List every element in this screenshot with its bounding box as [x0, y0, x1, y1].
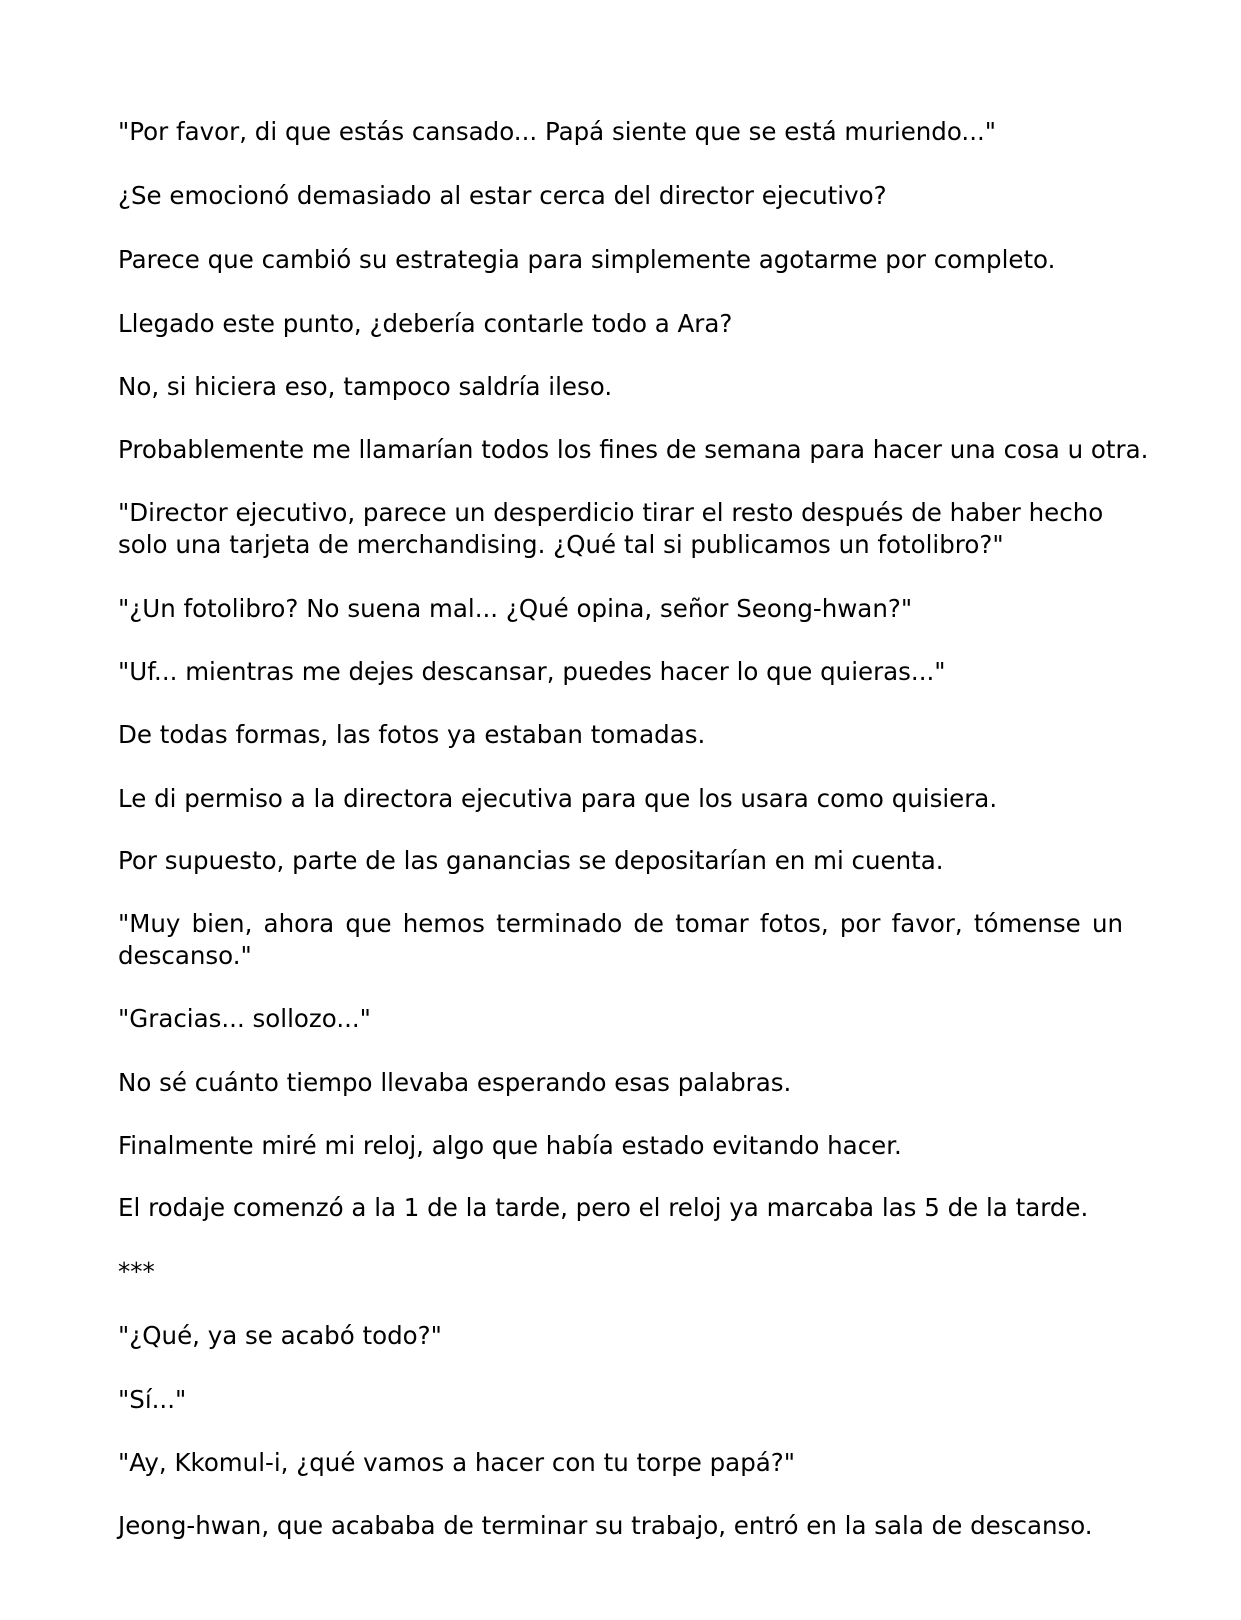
paragraph: ¿Se emocionó demasiado al estar cerca del director ejecutivo? [118, 181, 887, 210]
paragraph: Parece que cambió su estrategia para simplemente agotarme por completo. [118, 245, 1056, 274]
paragraph: "¿Qué, ya se acabó todo?" [118, 1321, 442, 1350]
paragraph: "Muy bien, ahora que hemos terminado de tomar fotos, por favor, tómense un descanso." [118, 909, 1123, 970]
paragraph: "Ay, Kkomul-i, ¿qué vamos a hacer con tu torpe papá?" [118, 1448, 796, 1477]
paragraph: Jeong-hwan, que acababa de terminar su trabajo, entró en la sala de descanso. [118, 1511, 1093, 1540]
paragraph: No sé cuánto tiempo llevaba esperando esas palabras. [118, 1068, 792, 1097]
paragraph: "Uf... mientras me dejes descansar, puedes hacer lo que quieras..." [118, 657, 946, 686]
paragraph: De todas formas, las fotos ya estaban tomadas. [118, 720, 706, 749]
paragraph: "¿Un fotolibro? No suena mal... ¿Qué opina, señor Seong-hwan?" [118, 594, 913, 623]
paragraph: Llegado este punto, ¿debería contarle todo a Ara? [118, 309, 733, 338]
paragraph: Le di permiso a la directora ejecutiva para que los usara como quisiera. [118, 784, 998, 813]
paragraph: "Por favor, di que estás cansado... Papá siente que se está muriendo..." [118, 117, 997, 146]
paragraph: "Gracias... sollozo..." [118, 1004, 371, 1033]
paragraph: "Director ejecutivo, parece un desperdicio tirar el resto después de haber hecho solo una tarjeta de merchandising. ¿Qué tal si publicamos un fotolibro?" [118, 498, 1104, 559]
paragraph: Probablemente me llamarían todos los fines de semana para hacer una cosa u otra. [118, 435, 1149, 464]
scene-break: *** [118, 1257, 155, 1286]
paragraph: Por supuesto, parte de las ganancias se depositarían en mi cuenta. [118, 846, 944, 875]
paragraph: "Sí..." [118, 1385, 187, 1414]
paragraph: Finalmente miré mi reloj, algo que había estado evitando hacer. [118, 1131, 902, 1160]
paragraph: No, si hiciera eso, tampoco saldría ileso. [118, 372, 613, 401]
paragraph: El rodaje comenzó a la 1 de la tarde, pero el reloj ya marcaba las 5 de la tarde. [118, 1193, 1089, 1222]
